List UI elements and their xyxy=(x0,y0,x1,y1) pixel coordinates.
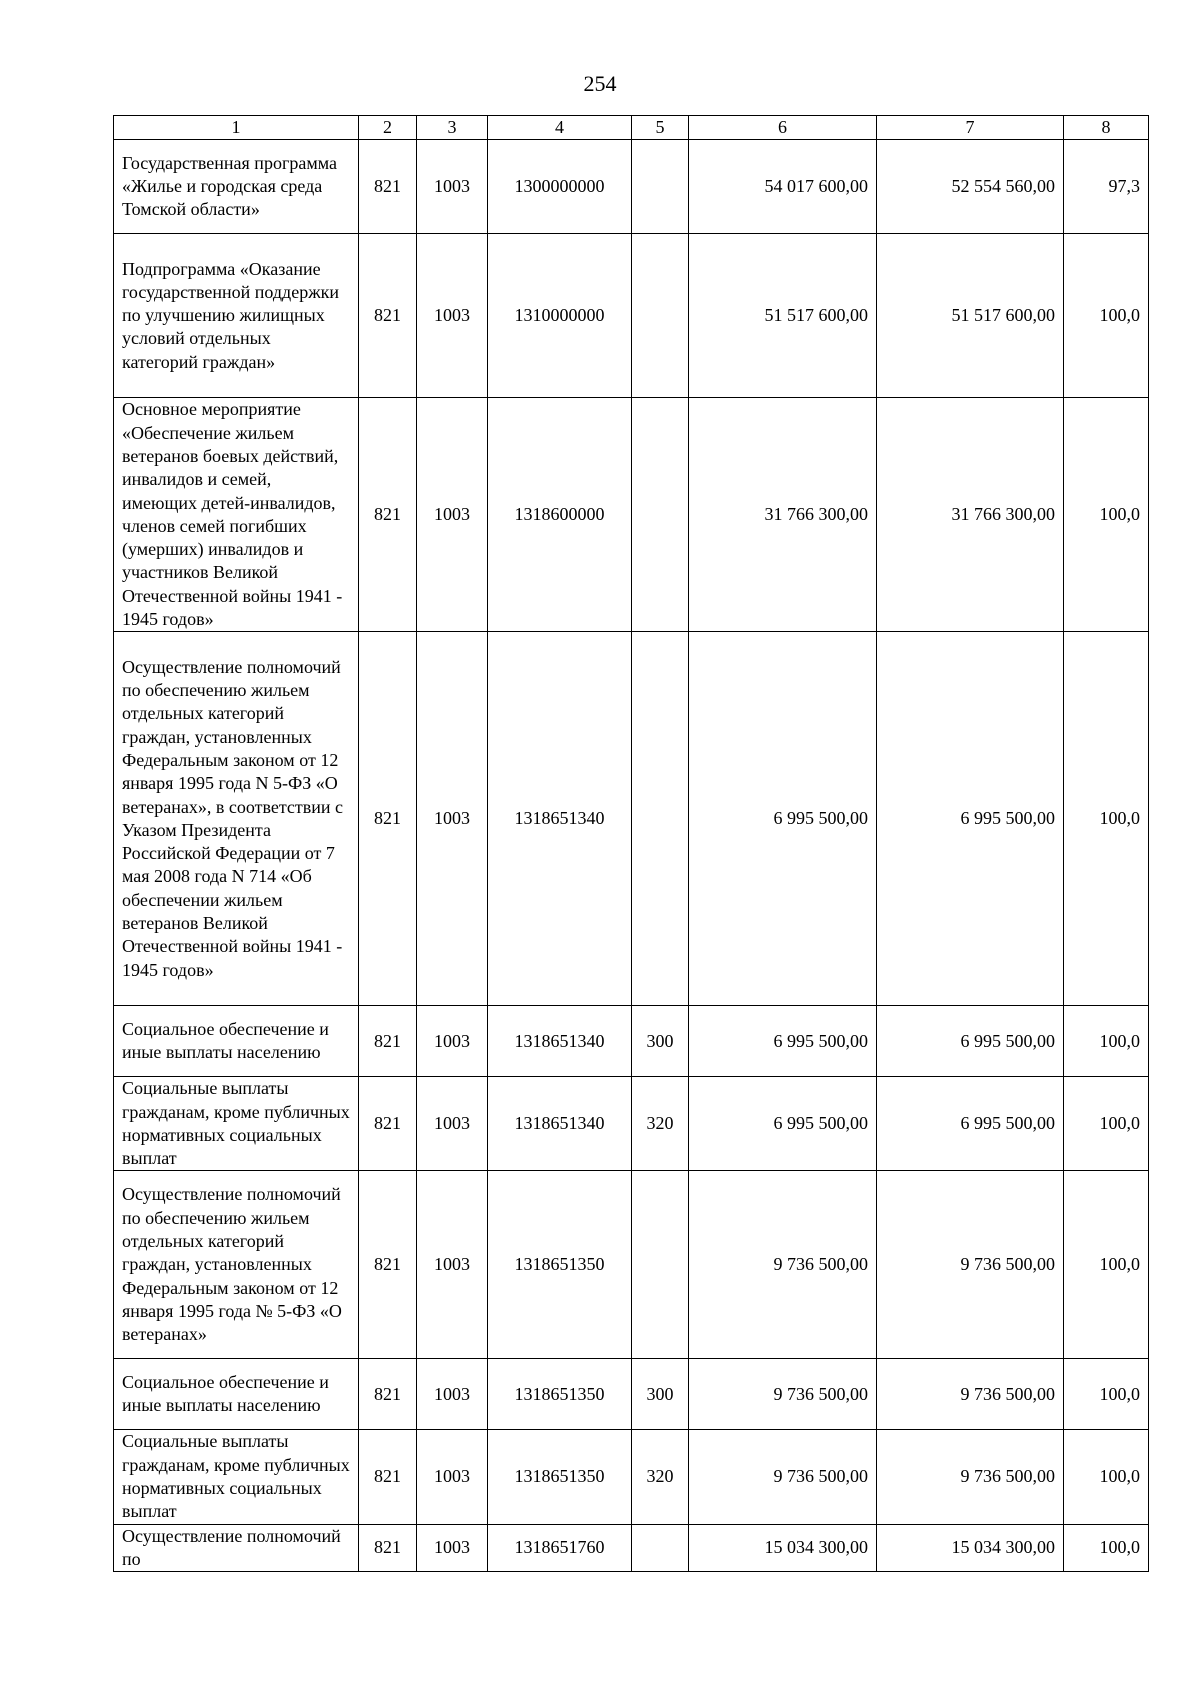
row-name: Осуществление полномочий по xyxy=(114,1524,359,1572)
row-planned-amount: 15 034 300,00 xyxy=(689,1524,877,1572)
row-expense-type xyxy=(632,1524,689,1572)
row-actual-amount: 9 736 500,00 xyxy=(877,1171,1064,1359)
row-name: Социальное обеспечение и иные выплаты населению xyxy=(114,1359,359,1430)
row-percent: 100,0 xyxy=(1064,1430,1149,1524)
row-name: Основное мероприятие «Обеспечение жильем ветеранов боевых действий, инвалидов и семей, имеющих детей-инвалидов, членов семей погибших (умерших) инвалидов и участников Великой Отечественной войны 1941 - 1945 годов» xyxy=(114,398,359,632)
row-section-code: 1003 xyxy=(417,1171,488,1359)
row-name: Государственная программа «Жилье и городская среда Томской области» xyxy=(114,140,359,234)
row-section-code: 1003 xyxy=(417,234,488,398)
row-target-code: 1318651350 xyxy=(488,1359,632,1430)
row-planned-amount: 54 017 600,00 xyxy=(689,140,877,234)
row-actual-amount: 6 995 500,00 xyxy=(877,1077,1064,1171)
row-planned-amount: 51 517 600,00 xyxy=(689,234,877,398)
row-target-code: 1300000000 xyxy=(488,140,632,234)
row-target-code: 1318651340 xyxy=(488,1006,632,1077)
row-section-code: 1003 xyxy=(417,632,488,1006)
table-row xyxy=(114,1430,1149,1524)
row-admin-code: 821 xyxy=(359,632,417,1006)
table-row xyxy=(114,234,1149,398)
row-actual-amount: 51 517 600,00 xyxy=(877,234,1064,398)
table-row xyxy=(114,1077,1149,1171)
row-percent: 100,0 xyxy=(1064,1171,1149,1359)
row-expense-type: 320 xyxy=(632,1430,689,1524)
row-name: Подпрограмма «Оказание государственной поддержки по улучшению жилищных условий отдельных категорий граждан» xyxy=(114,234,359,398)
header-cell: 4 xyxy=(488,116,632,140)
row-actual-amount: 15 034 300,00 xyxy=(877,1524,1064,1572)
row-target-code: 1318651350 xyxy=(488,1430,632,1524)
row-admin-code: 821 xyxy=(359,1430,417,1524)
table-row xyxy=(114,140,1149,234)
row-expense-type xyxy=(632,632,689,1006)
header-cell: 3 xyxy=(417,116,488,140)
row-section-code: 1003 xyxy=(417,1524,488,1572)
row-percent: 97,3 xyxy=(1064,140,1149,234)
row-percent: 100,0 xyxy=(1064,1077,1149,1171)
table-row xyxy=(114,398,1149,632)
row-planned-amount: 6 995 500,00 xyxy=(689,632,877,1006)
row-name: Социальное обеспечение и иные выплаты населению xyxy=(114,1006,359,1077)
table-row xyxy=(114,1359,1149,1430)
row-expense-type xyxy=(632,1171,689,1359)
row-admin-code: 821 xyxy=(359,398,417,632)
row-admin-code: 821 xyxy=(359,1006,417,1077)
row-actual-amount: 6 995 500,00 xyxy=(877,1006,1064,1077)
row-admin-code: 821 xyxy=(359,1171,417,1359)
row-target-code: 1318651340 xyxy=(488,1077,632,1171)
header-row xyxy=(114,116,1149,140)
header-cell: 1 xyxy=(114,116,359,140)
header-cell: 5 xyxy=(632,116,689,140)
row-admin-code: 821 xyxy=(359,1359,417,1430)
row-section-code: 1003 xyxy=(417,1359,488,1430)
header-cell: 7 xyxy=(877,116,1064,140)
table-row xyxy=(114,632,1149,1006)
row-section-code: 1003 xyxy=(417,1430,488,1524)
row-expense-type xyxy=(632,140,689,234)
row-target-code: 1318651340 xyxy=(488,632,632,1006)
row-planned-amount: 9 736 500,00 xyxy=(689,1430,877,1524)
row-actual-amount: 52 554 560,00 xyxy=(877,140,1064,234)
row-admin-code: 821 xyxy=(359,140,417,234)
row-target-code: 1318600000 xyxy=(488,398,632,632)
row-planned-amount: 31 766 300,00 xyxy=(689,398,877,632)
row-admin-code: 821 xyxy=(359,234,417,398)
row-expense-type: 320 xyxy=(632,1077,689,1171)
row-planned-amount: 9 736 500,00 xyxy=(689,1171,877,1359)
row-percent: 100,0 xyxy=(1064,1359,1149,1430)
row-planned-amount: 9 736 500,00 xyxy=(689,1359,877,1430)
row-admin-code: 821 xyxy=(359,1524,417,1572)
page-number: 254 xyxy=(583,71,617,96)
row-planned-amount: 6 995 500,00 xyxy=(689,1006,877,1077)
row-target-code: 1318651350 xyxy=(488,1171,632,1359)
header-cell: 8 xyxy=(1064,116,1149,140)
budget-table xyxy=(113,115,1149,1572)
row-expense-type: 300 xyxy=(632,1359,689,1430)
row-name: Осуществление полномочий по обеспечению жильем отдельных категорий граждан, установленных Федеральным законом от 12 января 1995 года № 5-ФЗ «О ветеранах» xyxy=(114,1171,359,1359)
row-actual-amount: 6 995 500,00 xyxy=(877,632,1064,1006)
header-cell: 6 xyxy=(689,116,877,140)
row-planned-amount: 6 995 500,00 xyxy=(689,1077,877,1171)
row-percent: 100,0 xyxy=(1064,632,1149,1006)
row-percent: 100,0 xyxy=(1064,398,1149,632)
row-actual-amount: 9 736 500,00 xyxy=(877,1359,1064,1430)
row-section-code: 1003 xyxy=(417,1006,488,1077)
row-actual-amount: 9 736 500,00 xyxy=(877,1430,1064,1524)
row-target-code: 1318651760 xyxy=(488,1524,632,1572)
row-name: Социальные выплаты гражданам, кроме публичных нормативных социальных выплат xyxy=(114,1077,359,1171)
row-name: Социальные выплаты гражданам, кроме публичных нормативных социальных выплат xyxy=(114,1430,359,1524)
row-admin-code: 821 xyxy=(359,1077,417,1171)
table-row xyxy=(114,1171,1149,1359)
row-section-code: 1003 xyxy=(417,398,488,632)
row-expense-type xyxy=(632,398,689,632)
row-section-code: 1003 xyxy=(417,140,488,234)
row-expense-type xyxy=(632,234,689,398)
row-name: Осуществление полномочий по обеспечению жильем отдельных категорий граждан, установленных Федеральным законом от 12 января 1995 года N 5-ФЗ «О ветеранах», в соответствии с Указом Президента Российской Федерации от 7 мая 2008 года N 714 «Об обеспечении жильем ветеранов Великой Отечественной войны 1941 - 1945 годов» xyxy=(114,632,359,1006)
row-percent: 100,0 xyxy=(1064,1006,1149,1077)
row-target-code: 1310000000 xyxy=(488,234,632,398)
row-percent: 100,0 xyxy=(1064,1524,1149,1572)
row-expense-type: 300 xyxy=(632,1006,689,1077)
table-row xyxy=(114,1524,1149,1572)
row-section-code: 1003 xyxy=(417,1077,488,1171)
row-percent: 100,0 xyxy=(1064,234,1149,398)
row-actual-amount: 31 766 300,00 xyxy=(877,398,1064,632)
table-row xyxy=(114,1006,1149,1077)
header-cell: 2 xyxy=(359,116,417,140)
